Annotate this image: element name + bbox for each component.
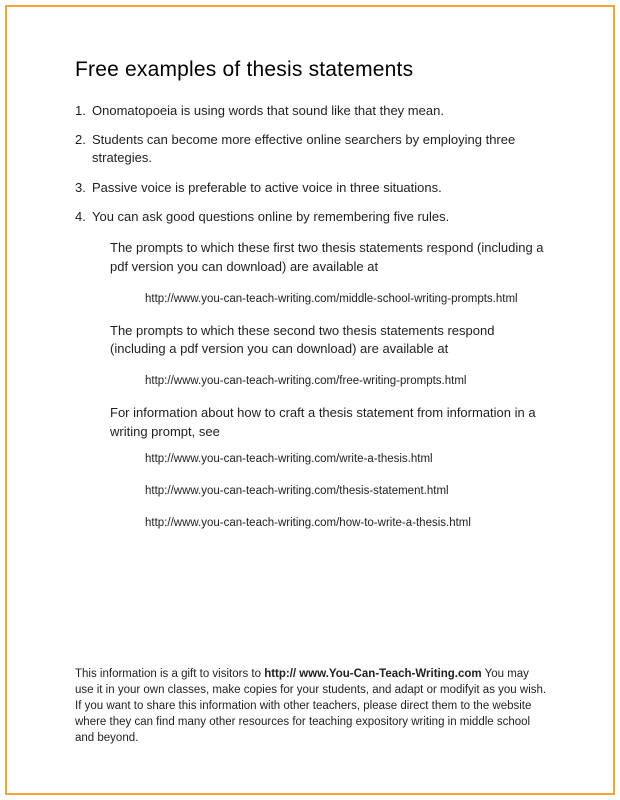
document-content [75,58,547,548]
thesis-info-links [75,452,547,531]
footer-text-pre: This information is a gift to visitors to [75,667,265,680]
list-item [75,208,547,226]
prompt-paragraph: The prompts to which these first two thesis statements respond (including a pdf version you can download) are available at [110,239,544,274]
list-item-number: 1. [75,103,86,118]
prompts-section-first [75,239,547,307]
prompt-paragraph: For information about how to craft a thesis statement from information in a writing prompt, see [110,405,536,440]
list-item-number: 3. [75,179,86,195]
page-title: Free examples of thesis statements [75,58,414,81]
prompt-url: http://www.you-can-teach-writing.com/free-writing-prompts.html [145,375,467,388]
footer-site-url: http:// www.You-Can-Teach-Writing.com [264,667,482,680]
prompt-paragraph: The prompts to which these second two thesis statements respond (including a pdf version you can download) are available at [110,322,495,357]
thesis-info-section [75,404,547,531]
thesis-list [75,102,547,226]
list-item-text: You can ask good questions online by remembering five rules. [92,208,450,224]
footer-note [75,666,547,746]
prompt-url: http://www.you-can-teach-writing.com/thesis-statement.html [145,484,449,497]
prompt-url: http://www.you-can-teach-writing.com/write-a-thesis.html [145,452,433,465]
list-item-text: Onomatopoeia is using words that sound like that they mean. [92,103,444,118]
prompt-url: http://www.you-can-teach-writing.com/middle-school-writing-prompts.html [145,292,518,305]
prompt-url: http://www.you-can-teach-writing.com/how-to-write-a-thesis.html [145,516,471,529]
list-item [75,102,547,120]
list-item-number: 2. [75,132,86,148]
footer-text-post: You may use it in your own classes, make copies for your students, and adapt or modifyit as you wish. If you want to share this information with other teachers, please direct them to the website where they can find many other resources for teaching expository writing in middle school and beyond. [75,667,547,744]
list-item-text: Passive voice is preferable to active voice in three situations. [92,179,442,195]
list-item [75,179,547,197]
prompts-section-second [75,322,547,390]
list-item-number: 4. [75,208,86,224]
list-item [75,131,547,167]
list-item-text: Students can become more effective online searchers by employing three strategies. [92,132,516,166]
